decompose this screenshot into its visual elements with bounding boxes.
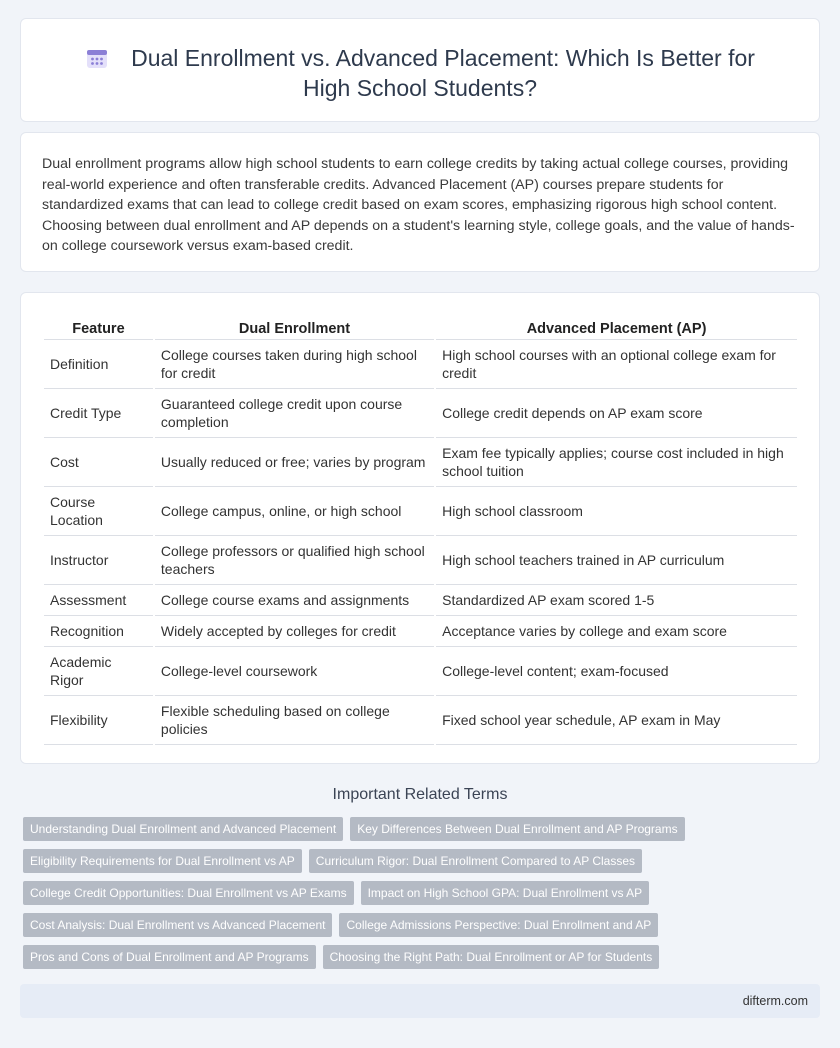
feature-cell: Recognition bbox=[44, 616, 153, 647]
table-row bbox=[44, 647, 797, 696]
related-terms-list bbox=[23, 817, 823, 977]
feature-cell: Course Location bbox=[44, 487, 153, 536]
dual-enrollment-cell: College professors or qualified high school teachers bbox=[155, 536, 434, 585]
dual-enrollment-cell: Guaranteed college credit upon course completion bbox=[155, 389, 434, 438]
feature-cell: Instructor bbox=[44, 536, 153, 585]
dual-enrollment-cell: Flexible scheduling based on college policies bbox=[155, 696, 434, 745]
related-term-tag[interactable]: Choosing the Right Path: Dual Enrollment or AP for Students bbox=[323, 945, 660, 969]
intro-card bbox=[20, 132, 820, 272]
related-terms-title: Important Related Terms bbox=[332, 786, 508, 803]
table-row bbox=[44, 616, 797, 647]
dual-enrollment-cell: College courses taken during high school for credit bbox=[155, 340, 434, 389]
dual-enrollment-cell: College-level coursework bbox=[155, 647, 434, 696]
page-title: Dual Enrollment vs. Advanced Placement: Which Is Better for High School Students? bbox=[131, 45, 755, 101]
table-row bbox=[44, 696, 797, 745]
related-term-tag[interactable]: College Credit Opportunities: Dual Enrollment vs AP Exams bbox=[23, 881, 354, 905]
ap-cell: College credit depends on AP exam score bbox=[436, 389, 797, 438]
related-term-tag[interactable]: Key Differences Between Dual Enrollment and AP Programs bbox=[350, 817, 684, 841]
feature-cell: Credit Type bbox=[44, 389, 153, 438]
footer bbox=[20, 984, 820, 1018]
feature-cell: Definition bbox=[44, 340, 153, 389]
ap-cell: Fixed school year schedule, AP exam in May bbox=[436, 696, 797, 745]
header-advanced-placement: Advanced Placement (AP) bbox=[436, 311, 797, 340]
related-term-tag[interactable]: Eligibility Requirements for Dual Enrollment vs AP bbox=[23, 849, 302, 873]
header-feature: Feature bbox=[44, 311, 153, 340]
footer-site-link[interactable]: difterm.com bbox=[742, 994, 808, 1008]
dual-enrollment-cell: Widely accepted by colleges for credit bbox=[155, 616, 434, 647]
ap-cell: College-level content; exam-focused bbox=[436, 647, 797, 696]
comparison-card bbox=[20, 292, 820, 764]
dual-enrollment-cell: College campus, online, or high school bbox=[155, 487, 434, 536]
title-card bbox=[20, 18, 820, 122]
intro-paragraph: Dual enrollment programs allow high school students to earn college credits by taking actual college courses, providing real-world experience and often transferable credits. Advanced Placement (AP) courses prepare students for standardized exams that can lead to college credit based on exam scores, emphasizing rigorous high school content. Choosing between dual enrollment and AP depends on a student's learning style, college goals, and the value of hands-on college coursework versus exam-based credit. bbox=[42, 156, 795, 255]
table-row bbox=[44, 487, 797, 536]
related-term-tag[interactable]: Cost Analysis: Dual Enrollment vs Advanced Placement bbox=[23, 913, 332, 937]
dual-enrollment-cell: Usually reduced or free; varies by program bbox=[155, 438, 434, 487]
table-row bbox=[44, 340, 797, 389]
table-row bbox=[44, 536, 797, 585]
feature-cell: Assessment bbox=[44, 585, 153, 616]
ap-cell: High school courses with an optional college exam for credit bbox=[436, 340, 797, 389]
feature-cell: Flexibility bbox=[44, 696, 153, 745]
table-row bbox=[44, 438, 797, 487]
ap-cell: Acceptance varies by college and exam score bbox=[436, 616, 797, 647]
ap-cell: High school classroom bbox=[436, 487, 797, 536]
calendar-icon bbox=[85, 46, 109, 70]
feature-cell: Academic Rigor bbox=[44, 647, 153, 696]
related-term-tag[interactable]: College Admissions Perspective: Dual Enrollment and AP bbox=[339, 913, 658, 937]
page-title-wrap bbox=[21, 43, 819, 103]
header-dual-enrollment: Dual Enrollment bbox=[155, 311, 434, 340]
related-term-tag[interactable]: Impact on High School GPA: Dual Enrollment vs AP bbox=[361, 881, 650, 905]
dual-enrollment-cell: College course exams and assignments bbox=[155, 585, 434, 616]
comparison-table bbox=[42, 311, 799, 745]
related-term-tag[interactable]: Pros and Cons of Dual Enrollment and AP Programs bbox=[23, 945, 316, 969]
feature-cell: Cost bbox=[44, 438, 153, 487]
related-term-tag[interactable]: Curriculum Rigor: Dual Enrollment Compared to AP Classes bbox=[309, 849, 642, 873]
table-header-row bbox=[44, 311, 797, 340]
table-row bbox=[44, 389, 797, 438]
ap-cell: Exam fee typically applies; course cost included in high school tuition bbox=[436, 438, 797, 487]
ap-cell: Standardized AP exam scored 1-5 bbox=[436, 585, 797, 616]
table-row bbox=[44, 585, 797, 616]
related-term-tag[interactable]: Understanding Dual Enrollment and Advanced Placement bbox=[23, 817, 343, 841]
ap-cell: High school teachers trained in AP curriculum bbox=[436, 536, 797, 585]
